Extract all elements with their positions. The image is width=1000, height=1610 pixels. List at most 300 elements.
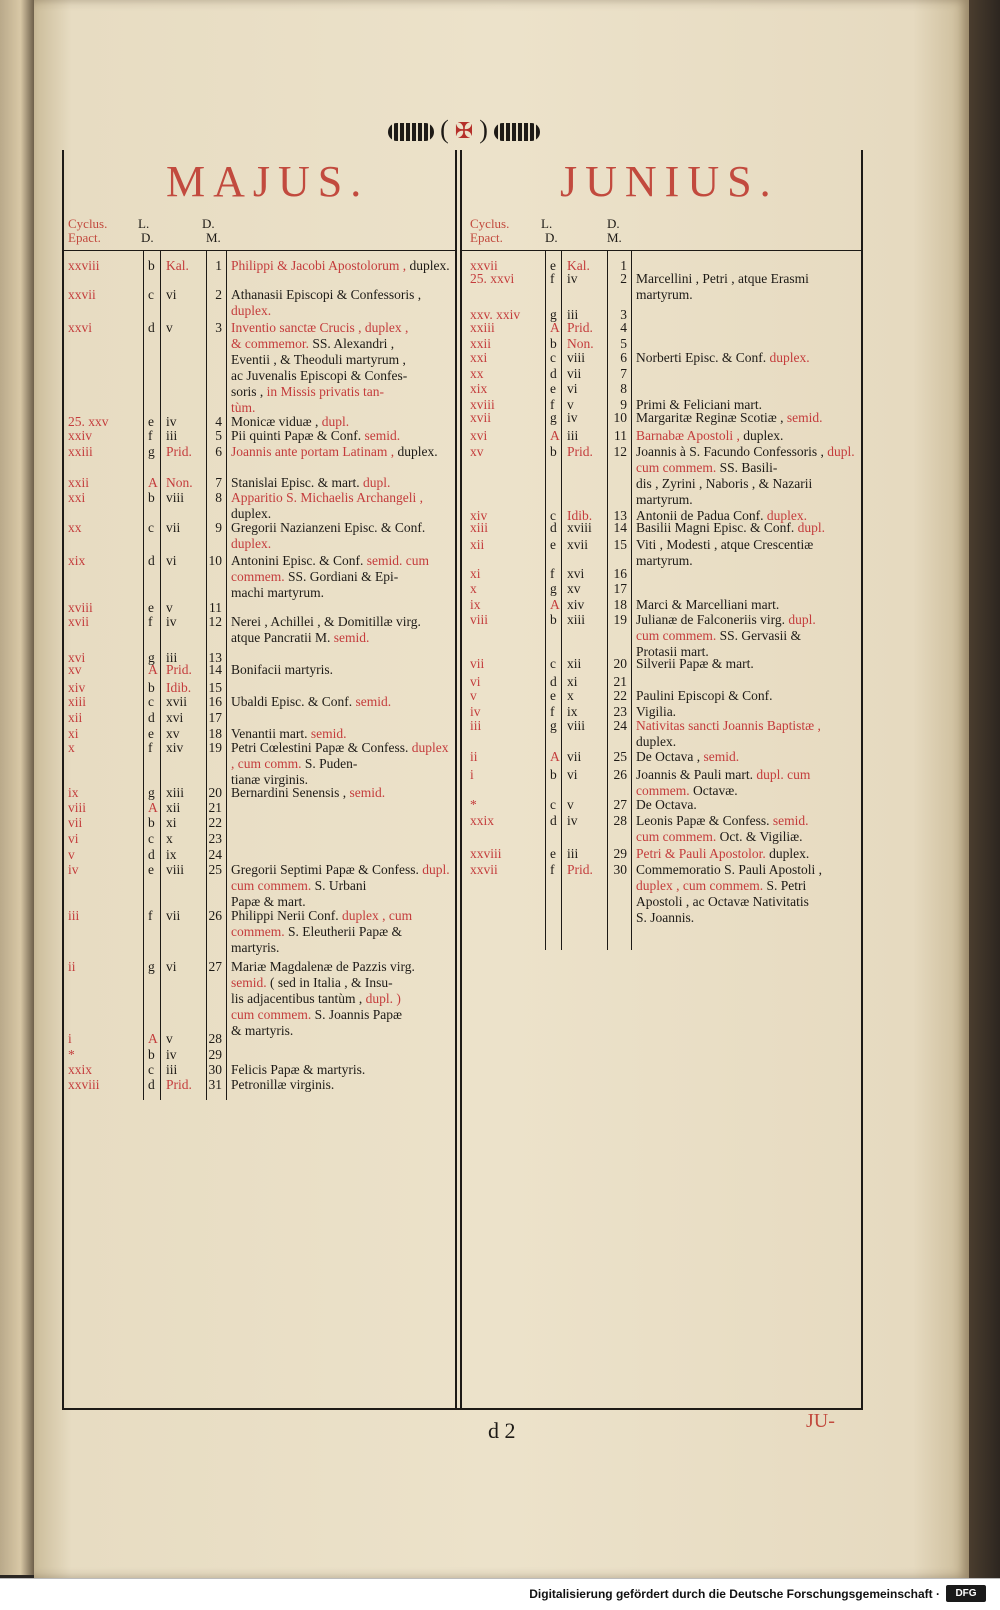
row-day: viii [567,350,586,365]
row-lit: A [148,662,158,677]
row-txt: Gregorii Nazianzeni Episc. & Conf. [231,520,429,535]
row-lit: e [148,862,154,877]
row-num: 29 [613,846,627,861]
footer-bar [0,1578,1000,1610]
row-text [636,428,860,444]
row-txt3: ( sed in Italia , & Insu- lis adjacentibus tantùm , [231,975,393,1006]
row-num: 2 [620,271,627,286]
row-num: 26 [613,767,627,782]
row-lit: d [148,847,155,862]
row-txt: Paulini Episcopi & Conf. [636,688,776,703]
row-lit: g [550,307,557,322]
row-txt: Silverii Papæ & mart. [636,656,758,671]
row-cyc: xx [470,366,484,381]
row-lit: A [148,800,158,815]
row-cyc: xxiv [68,428,93,443]
row-cyc: xiii [470,520,489,535]
row-num: 3 [620,307,627,322]
row-day: xvi [166,710,184,725]
row-text [231,553,453,601]
row-cyc: ix [68,785,79,800]
row-txt: Primi & Feliciani mart. [636,397,766,412]
junius-header-dl: D. [545,230,558,245]
row-day: iii [166,650,178,665]
row-txt3: Octavæ. [693,783,741,798]
row-num: 1 [215,258,222,273]
row-txt-red2: duplex. [231,536,275,551]
frame-center-rule-2 [460,150,462,1410]
row-day: xvi [567,566,585,581]
row-day: vi [166,959,177,974]
row-lit: A [550,749,560,764]
row-num: 25 [613,749,627,764]
junius-col-rule-3 [607,250,608,950]
row-txt-red2: duplex. [231,303,275,318]
row-text [636,410,860,426]
row-txt-red2: duplex , cum comm. [231,740,452,771]
row-lit: g [550,718,557,733]
row-day: ix [567,704,578,719]
row-cyc: xi [470,566,481,581]
row-cyc: xvi [68,650,86,665]
row-txt-red2: dupl. cum commem. [636,444,859,475]
row-cyc: iv [68,862,79,877]
row-lit: f [550,704,555,719]
row-lit: b [148,1047,155,1062]
row-text [636,597,860,613]
row-day: iv [567,410,578,425]
row-lit: b [550,767,557,782]
row-txt-red2: semid. [231,975,270,990]
row-cyc: ii [470,749,478,764]
row-txt-red2: semid. cum commem. [636,813,809,844]
row-txt: duplex. [636,734,680,749]
row-txt: Petri Cœlestini Papæ & Confess. [231,740,412,755]
row-day: vii [166,520,181,535]
row-day: Kal. [166,258,189,273]
row-num: 23 [208,831,222,846]
row-day: xiv [567,597,585,612]
row-txt5: S. Joannis Papæ & martyris. [231,1007,402,1038]
row-num: 8 [215,490,222,505]
row-num: 1 [620,258,627,273]
row-txt3: S. Puden- tianæ virginis. [231,756,358,787]
row-txt: Leonis Papæ & Confess. [636,813,773,828]
row-day: iii [166,1062,178,1077]
row-txt-red4: dupl. ) cum commem. [231,991,401,1022]
row-lit: c [148,287,154,302]
row-txt: Commemoratio S. Pauli Apostoli , [636,862,826,877]
ornament-left-paren: ( [440,115,449,144]
row-day: iv [567,271,578,286]
row-day: Non. [166,475,193,490]
row-txt3: SS. Gordiani & Epi- machi martyrum. [231,569,399,600]
row-num: 14 [208,662,222,677]
row-cyc: xvi [470,428,488,443]
row-num: 30 [613,862,627,877]
row-text [636,862,860,926]
row-num: 24 [208,847,222,862]
row-lit: b [148,680,155,695]
row-txt-red2: in Missis privatis tan- tùm. [231,384,385,415]
majus-header-epact: Epact. [68,230,101,245]
row-num: 5 [215,428,222,443]
row-text [636,271,860,303]
row-lit: e [550,537,556,552]
row-txt-red2: semid. [349,785,389,800]
row-txt-red2: semid. [310,726,350,741]
row-day: xiii [567,612,586,627]
row-txt-red2: semid. [355,694,395,709]
row-lit: f [550,862,555,877]
row-txt: Bonifacii martyris. [231,662,337,677]
row-cyc: iv [470,704,481,719]
row-day: xv [166,726,180,741]
row-txt-red2: dupl. cum commem. [636,612,816,643]
row-day: Kal. [567,258,590,273]
row-text [231,444,453,460]
row-lit: c [550,797,556,812]
row-lit: c [148,831,154,846]
row-num: 17 [613,581,627,596]
row-text [231,475,453,491]
frame-right-rule [861,150,863,1410]
row-lit: d [550,674,557,689]
frame-center-rule-1 [455,150,457,1410]
row-cyc: viii [470,612,489,627]
row-num: 9 [215,520,222,535]
row-txt: SS. Alexandri , Eventii , & Theoduli martyrum , ac Juvenalis Episcopi & Confes- soris , [231,336,408,399]
row-num: 7 [215,475,222,490]
row-txt: De Octava , [636,749,704,764]
row-day: iii [567,307,579,322]
row-txt-red2: dupl. cum commem. [231,862,454,893]
row-lit: d [148,1077,155,1092]
majus-header-d: D. [202,216,215,231]
row-cyc: xix [470,381,488,396]
row-text [636,846,860,862]
row-cyc: xviii [68,600,93,615]
row-day: Idib. [166,680,192,695]
row-txt: Bernardini Senensis , [231,785,350,800]
row-num: 26 [208,908,222,923]
row-txt: Petronillæ virginis. [231,1077,338,1092]
row-day: viii [166,862,185,877]
row-txt-red2: duplex , cum commem. [636,878,767,893]
row-num: 20 [208,785,222,800]
row-txt3: SS. Gervasii & Protasii mart. [636,628,801,659]
row-text [231,520,453,552]
row-txt3: S. Eleutherii Papæ & martyris. [231,924,402,955]
row-txt-red2: dupl. [797,520,829,535]
row-num: 25 [208,862,222,877]
row-day: xi [166,815,177,830]
row-cyc: xv [470,444,484,459]
row-lit: b [550,444,557,459]
row-cyc: xvii [470,410,492,425]
row-lit: e [550,688,556,703]
row-day: iv [166,414,177,429]
book-binding-edge [969,0,1000,1578]
row-day: xii [166,800,181,815]
row-txt3: S. Urbani Papæ & mart. [231,878,367,909]
row-text [231,320,453,416]
majus-header-l: L. [138,216,150,231]
row-cyc: xii [470,537,485,552]
row-num: 8 [620,381,627,396]
row-text [231,908,453,956]
row-lit: c [148,520,154,535]
majus-title: MAJUS. [166,157,370,206]
row-cyc: xxvi [68,320,93,335]
row-cyc: v [68,847,75,862]
row-cyc: iii [470,718,482,733]
row-txt-red: Nativitas sancti Joannis Baptistæ , [636,718,825,733]
facing-page-edge [0,0,34,1575]
row-num: 14 [613,520,627,535]
row-lit: f [148,740,153,755]
row-cyc: xxiii [68,444,93,459]
row-num: 20 [613,656,627,671]
row-txt-red2: dupl. cum commem. [636,767,811,798]
row-lit: c [550,350,556,365]
row-cyc: xii [68,710,83,725]
row-txt: Viti , Modesti , atque Crescentiæ martyrum. [636,537,814,568]
majus-header-cyclus: Cyclus. [68,216,108,231]
row-cyc: xxviii [470,846,502,861]
row-txt-red: Petri & Pauli Apostolor. [636,846,770,861]
row-lit: A [148,1031,158,1046]
row-cyc: xxviii [68,258,100,273]
row-day: v [166,600,173,615]
row-text [231,287,453,319]
row-lit: g [148,959,155,974]
junius-header-cyclus: Cyclus. [470,216,510,231]
row-txt: duplex. [231,506,275,521]
row-txt: Ubaldi Episc. & Conf. [231,694,356,709]
row-lit: f [550,271,555,286]
row-txt-red2: dupl. [321,414,353,429]
junius-col-rule-4 [631,250,632,950]
row-cyc: xi [68,726,79,741]
row-num: 18 [208,726,222,741]
row-text [636,813,860,845]
junius-header-m: M. [607,230,622,245]
row-txt: Norberti Episc. & Conf. [636,350,770,365]
row-day: iii [166,428,178,443]
row-txt-red: Apparitio S. Michaelis Archangeli , [231,490,427,505]
row-day: ix [166,847,177,862]
row-txt-red2: duplex , cum commem. [231,908,413,939]
row-txt: Pii quinti Papæ & Conf. [231,428,365,443]
row-num: 23 [613,704,627,719]
row-lit: A [550,428,560,443]
row-num: 27 [613,797,627,812]
row-day: Prid. [567,320,593,335]
row-day: Prid. [166,444,192,459]
ornament-right-paren: ) [479,115,488,144]
row-num: 30 [208,1062,222,1077]
row-cyc: i [470,767,474,782]
row-num: 15 [613,537,627,552]
row-text [636,749,860,765]
row-cyc: vi [68,831,79,846]
row-lit: A [550,320,560,335]
row-lit: b [550,336,557,351]
row-lit: e [550,381,556,396]
row-num: 10 [613,410,627,425]
row-txt: Felicis Papæ & martyris. [231,1062,369,1077]
row-day: vi [567,767,578,782]
row-lit: A [148,475,158,490]
row-cyc: vi [470,674,481,689]
row-day: vii [567,749,582,764]
row-lit: d [148,553,155,568]
row-txt: duplex. [397,444,441,459]
row-text [231,428,453,444]
row-text [231,694,453,710]
row-day: v [166,320,173,335]
row-lit: g [148,444,155,459]
row-num: 4 [620,320,627,335]
row-lit: e [148,726,154,741]
row-lit: b [550,612,557,627]
row-lit: b [148,490,155,505]
row-txt: Nerei , Achillei , & Domitillæ virg. atque Pancratii M. [231,614,421,645]
row-num: 2 [215,287,222,302]
row-txt: duplex. [769,846,813,861]
row-day: Prid. [567,444,593,459]
row-txt: Philippi Nerii Conf. [231,908,342,923]
row-lit: f [148,428,153,443]
row-cyc: xxvii [470,862,498,877]
row-num: 19 [208,740,222,755]
row-day: iv [166,614,177,629]
row-cyc: vii [68,815,83,830]
row-text [636,520,860,536]
row-day: x [166,831,173,846]
majus-header-m: M. [206,230,221,245]
row-num: 21 [208,800,222,815]
row-cyc: vii [470,656,485,671]
row-text [231,740,453,788]
row-num: 9 [620,397,627,412]
row-cyc: xiv [470,508,488,523]
row-num: 21 [613,674,627,689]
row-txt: Stanislai Episc. & mart. [231,475,363,490]
majus-header-rule [62,250,455,251]
row-text [231,614,453,646]
frame-bottom-rule [62,1408,863,1410]
row-day: xv [567,581,581,596]
row-cyc: xxv. xxiv [470,307,521,322]
row-lit: d [148,710,155,725]
row-lit: f [550,397,555,412]
row-day: xiv [166,740,184,755]
row-text [231,662,453,678]
row-day: x [567,688,574,703]
row-num: 28 [613,813,627,828]
row-num: 5 [620,336,627,351]
row-cyc: ix [470,597,481,612]
majus-col-rule-1 [143,250,144,1100]
row-cyc: xvii [68,614,90,629]
row-lit: g [148,650,155,665]
row-txt: Marcellini , Petri , atque Erasmi martyrum. [636,271,809,302]
junius-col-rule-2 [561,250,562,950]
row-num: 6 [620,350,627,365]
row-cyc: xviii [470,397,495,412]
row-txt: duplex. [409,258,454,273]
row-lit: c [148,1062,154,1077]
row-cyc: xxvii [68,287,96,302]
row-cyc: x [470,581,477,596]
row-text [636,797,860,813]
majus-col-rule-4 [226,250,227,1100]
majus-col-rule-2 [160,250,161,1100]
row-txt: Joannis à S. Facundo Confessoris , [636,444,828,459]
row-lit: d [550,366,557,381]
row-lit: A [550,597,560,612]
row-txt-red: Philippi & Jacobi Apostolorum , [231,258,410,273]
row-cyc: i [68,1031,72,1046]
row-day: Non. [567,336,594,351]
row-num: 4 [215,414,222,429]
row-day: Prid. [567,862,593,877]
row-txt: Vigilia. [636,704,680,719]
row-txt: Basilii Magni Episc. & Conf. [636,520,798,535]
row-text [636,767,860,799]
row-txt: Antonii de Padua Conf. [636,508,767,523]
row-text [636,444,860,508]
row-num: 22 [208,815,222,830]
row-cyc: iii [68,908,80,923]
row-num: 11 [209,600,222,615]
row-txt3: S. Petri Apostoli , ac Octavæ Nativitatis S. Joannis. [636,878,809,925]
row-lit: c [550,508,556,523]
row-txt: Joannis & Pauli mart. [636,767,757,782]
row-day: xvii [166,694,188,709]
row-txt3: Oct. & Vigiliæ. [719,829,806,844]
row-num: 16 [613,566,627,581]
row-lit: b [148,258,155,273]
majus-header-dl: D. [141,230,154,245]
row-cyc: xxii [470,336,492,351]
row-lit: c [550,656,556,671]
ornament-left-icon [388,123,434,141]
row-cyc: xxiii [470,320,495,335]
row-text [231,862,453,910]
row-text [636,688,860,704]
row-cyc: 25. xxv [68,414,109,429]
row-txt: Venantii mart. [231,726,311,741]
row-txt-red2: semid. [703,749,743,764]
row-day: xii [567,656,582,671]
row-num: 12 [208,614,222,629]
row-cyc: xxix [470,813,495,828]
row-txt: Margaritæ Reginæ Scotiæ , [636,410,787,425]
row-txt: Marci & Marcelliani mart. [636,597,783,612]
row-num: 31 [208,1077,222,1092]
row-lit: b [148,815,155,830]
row-lit: c [148,694,154,709]
row-num: 7 [620,366,627,381]
row-num: 13 [208,650,222,665]
row-text [636,718,860,750]
row-txt3: SS. Basili- dis , Zyrini , Naboris , & Nazarii martyrum. [636,460,813,507]
row-txt: Athanasii Episcopi & Confessoris , [231,287,425,302]
row-day: vi [166,287,177,302]
